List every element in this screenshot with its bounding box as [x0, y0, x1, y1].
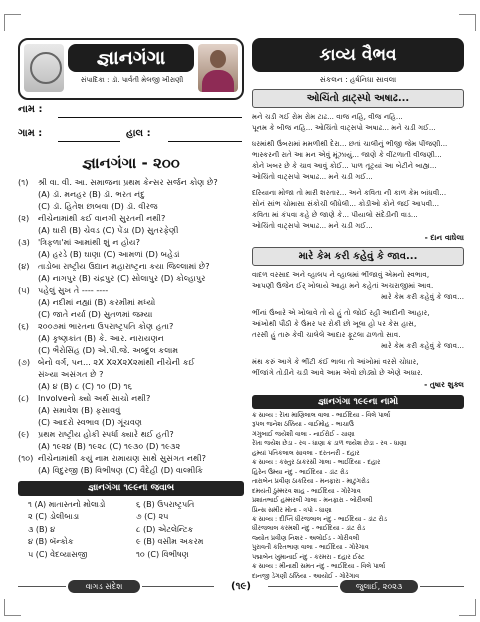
- winner-name: તારાબેન પ્રવીણ ઠાકરિયા - મનફારા - માટુંગરોડ: [252, 477, 370, 486]
- poem1-author: - દાન વાઘેલા: [424, 233, 464, 242]
- quiz-question: [18, 428, 244, 440]
- winner-name: હમ્યાં પતિકલાલ સાવલા - દરતનરી - દહાર: [252, 448, 360, 457]
- kavya-vaibhav-column: [252, 38, 464, 578]
- crop-mark-bottom-right: [459, 599, 476, 616]
- crop-mark-bottom-left: [4, 599, 21, 616]
- magazine-name: વાગડ સંદેશ: [68, 580, 140, 593]
- poem-line: ભીંનાં ઉંબારે એ ખોલાવે તો યે હું તો જોઈ રહી આદીની આહાર,: [252, 308, 430, 317]
- quiz-question: [18, 176, 244, 188]
- question-options: (A) ઘારી (B) ચેવડ (C) પેંડા (D) સુતરફેણી: [38, 225, 179, 235]
- answer-item: ૧૦ (C) વિભીષણ: [136, 549, 189, 559]
- question-options: (A) નદીમાં નહ્યાં (B) કરમીમાં મધ્યો: [38, 297, 156, 307]
- editor-photo: [198, 44, 238, 92]
- winners-list: [252, 411, 464, 581]
- quiz-title: જ્ઞાનગંગા - ૨૦૦: [82, 154, 180, 172]
- poem-line: તરસી હું તારુ કેવી ચાલેલે આદાર ફૂટલા ઢાળતો સાવ.: [252, 330, 401, 339]
- winner-name: રૂપલ જનેશ ઠક્કિયા - વાઈમોહ - ભાચાઉ: [252, 420, 354, 429]
- question-text: 'ત્રિફળા'માં આમાંથી શું ન હોય?: [38, 237, 140, 247]
- poem2-title: મારે કેમ કરી કહેવું કે જાવ...: [252, 247, 464, 266]
- poem-line: મંથ કરું આગે કે ભીંટી કંઈ ભાલા તો આંખોમાં વરસે ચોધાર,: [252, 357, 419, 366]
- answer-item: ૯ (B) વસીમ અકરમ: [136, 537, 204, 547]
- question-number: (૧): [18, 177, 29, 187]
- question-number: (૮): [18, 393, 29, 403]
- question-options: (A) ૧૯૨૪ (B) ૧૯૨૮ (C) ૧૯૩૦ (D) ૧૯૩૨: [38, 441, 181, 451]
- poem-line: મારે કેમ કરી કહેવું કે જાવ...: [381, 292, 464, 301]
- question-text: શ્રી વા. વી. આ. સમાજના પ્રથમ કેન્સર સર્જન કોણ છે?: [38, 177, 218, 187]
- winner-name: પુરાવતી કરિતભાણ વાલા - ભાઈદિયા - ગોરેગાવ: [252, 543, 369, 552]
- question-number: (૯): [18, 429, 30, 439]
- quiz-question: [18, 284, 244, 296]
- question-text: તાડોબા રાષ્ટ્રીય ઉદ્યાન મહારાષ્ટ્રના કયા જિલ્લામાં છે?: [38, 261, 210, 271]
- poem2-author: - તુષાર શુક્લ: [424, 380, 464, 389]
- question-options: (A) વિદુરજી (B) વિભીષણ (C) વૈદેહી (D) વાલ્મીકિ: [38, 465, 203, 475]
- quiz-question: [18, 392, 244, 404]
- answer-item: ૧ (A) માતાસ્તનો મોલાડો: [28, 500, 106, 509]
- village-label: ગામ :: [18, 128, 43, 139]
- crop-mark-top-right: [459, 14, 476, 31]
- winner-name: દમયંતી ઠુમ્મરવ શાહ - ભાઈદિયા - ગોરેગાવ: [252, 486, 361, 495]
- winner-name: ગંગુબાઈ જયેશી વાલા - નાઈરોઈ - ચાણા: [252, 429, 355, 438]
- question-options: (A) હરડે (B) ઘાણા (C) આમળાં (D) બહેડાં: [38, 249, 180, 259]
- question-text: પહેલું સુખ તે ---- ----: [38, 285, 109, 295]
- answers-title: જ્ઞાનગંગા ૧૯૯ના જવાબ: [18, 481, 244, 496]
- poem-line: ભીંજાંગે તોડીને ચડી આવે આમ એવો છોડ્યો છે એણે અધાર.: [252, 368, 423, 377]
- brain-illustration: [24, 44, 64, 92]
- winner-name: હિરેન ઉમ્યા નંદુ - ભાઈદિયા - ડાંટ રોડ: [252, 467, 349, 476]
- question-options: (C) ડૉ. હિતેશ છાબવા (D) ડૉ. વીરજ: [38, 201, 158, 211]
- name-field[interactable]: [18, 104, 244, 124]
- poem2-body: [252, 269, 464, 378]
- poem-line: ઓચિંતો વાટ્સપો અષાઢ... મને ચડી ગઈ...: [252, 221, 373, 230]
- question-number: (૨): [18, 213, 30, 223]
- names-title: જ્ઞાનગંગા ૧૯૯ના નામો: [252, 395, 464, 409]
- quiz-question: [18, 212, 244, 224]
- winner-name: ધીરજલાલ કરમશી નંદુ - ભાઈદિયા - ડાંટ રોડ: [252, 524, 366, 533]
- winner-name: ક્ર સાવ્ય : કસ્તુર ઠાકરસી ગાલા - ભાઈદિયા - દહાર: [252, 458, 381, 467]
- winner-name: ક્ર સાવ્ય : રેખા માણિલાલ વાલા - ભાઈદિયા - વિલે પાર્લા: [252, 411, 391, 419]
- winner-name: પ્રિન્સ સમીર મોતા - ત્રપો - ધાણા: [252, 505, 332, 514]
- poem-line: આપણી ઉજેન ઈર્ ખોલાયે આહા મને કહેતાં અચરાજીમાં આવ.: [252, 281, 434, 290]
- compiler-byline: સંકલન : હર્ષનિધા સાવલા: [319, 75, 397, 84]
- question-options: (C) જાતે નર્યા (D) સુતળમાં જમ્યા: [38, 309, 153, 319]
- quiz-question: [18, 452, 244, 464]
- editor-byline: સંપાદિકા : ડૉ. પાર્વતી મેલજી ખીરાણી: [80, 76, 184, 84]
- answer-item: ૮ (D) એટલેન્ટિક: [136, 524, 194, 534]
- winner-name: ક્ર સાવ્ય : મીનાક્ષી સમત નંદુ - ભાઈદિયા - વિલે પાર્લા: [252, 562, 386, 571]
- winner-name: રેખા જયેશ છેડા - રવ - ધાણા ક્ર ડાળ જયેશ છેડા - રવ - ધાણા: [252, 439, 407, 448]
- village-field[interactable]: [18, 128, 244, 148]
- question-options: (A) નાગપુર (B) ચંદ્રપુર (C) સોલાપુર (D) કોલ્હાપુર: [38, 273, 206, 283]
- poem-line: કવિતા માં કંપવા કહે છે જાણે કે... પીયાલો સંદેડીની વાડ...: [252, 210, 418, 219]
- question-options: (A) કૃષ્ણકાંત (B) કે. આર. નારાયણન: [38, 333, 164, 343]
- winner-name: જ્યોત પ્રવીણ નિશર - અલોઈડ - ગોરીવલી: [252, 533, 360, 542]
- answer-item: ૩ (B) ૪: [28, 524, 56, 534]
- question-text: Involveનો ક્યો અર્થ સાચો નથી?: [38, 393, 151, 403]
- quiz-question: [18, 260, 244, 272]
- question-number: (૫): [18, 285, 30, 295]
- crop-mark-top-left: [4, 14, 21, 31]
- question-number: (૭): [18, 357, 31, 367]
- poem1-body: [252, 111, 464, 231]
- answer-item: ૭ (C) ૨૫: [136, 512, 169, 522]
- question-options: (A) ડૉ. મનહર (B) ડૉ. ભરત નંદુ: [38, 189, 145, 199]
- kavya-vaibhav-title: કાવ્ય વૈભવ: [252, 38, 464, 72]
- poem-line: આંખોથી પૌંઠી કે ઉંમર પર રોકી છો ખૂલા હો પર કેસ હાસ,: [252, 319, 417, 328]
- answers-grid: [18, 499, 244, 561]
- question-number: (૩): [18, 237, 30, 247]
- answer-item: ૪ (B) બૅન્કોક: [28, 537, 74, 547]
- gyanganga-title: જ્ઞાનગંગા: [68, 44, 194, 72]
- gyanganga-column: [18, 38, 244, 578]
- question-number: (૬): [18, 321, 29, 331]
- quiz-questions: [18, 176, 244, 476]
- quiz-question: [18, 356, 244, 368]
- magazine-page: [18, 38, 464, 594]
- winner-name: ક્ર સાવ્ય : દીપ્તિ ધીરજલાલ નંદુ - ભાઈદિયા - ડાંટ રોડ: [252, 514, 387, 523]
- poem-line: કોને ખબર છે કે ચાવ આવું કોઈ... પાળ તૂટ્યાં આ બેટીને બાહ્ય...: [252, 161, 437, 170]
- page-footer: [18, 580, 464, 594]
- poem-line: ઓચિંતો વાટ્સપો અષાઢ... મને ચડી ગઈ...: [252, 172, 373, 181]
- gyanganga-header: [18, 38, 244, 100]
- winner-name: પદ્માબેન ખુમાનાઈ નંદુ - કરમરા - દહાર ઈસ્ટ: [252, 552, 365, 561]
- quiz-question: [18, 320, 244, 332]
- answer-item: ૬ (B) ઉપરાષ્ટ્રપતિ: [136, 500, 195, 509]
- poem-line: મને ચડી ગઈ રોમ રોમ ટાઢ... વાજ નહિ, વીજ નહિ...: [252, 112, 403, 121]
- quiz-question: [18, 236, 244, 248]
- question-text: ૨૦૦૭માં ભારતના ઉપરાષ્ટ્રપતિ કોણ હતા?: [38, 321, 174, 331]
- question-text: નીચેનામાંથી કયું નામ રામાયણ સાથે સુસંગત નથી?: [38, 453, 207, 463]
- poem1-title: ઓચિંતો વ્રાટ્સ્પો અષાઢ...: [252, 89, 464, 108]
- poem-line: મારે કેમ કરી કહેવું કે જાવ...: [381, 341, 464, 350]
- answer-item: ૫ (C) વેદવ્યાસજી: [28, 549, 88, 559]
- poem-line: વાદળ વરસાદ અને વ્હાલપ ને વ્હાલમાં ભીંજાવું એમનો સ્વભાવ,: [252, 270, 430, 279]
- question-number: (૧૦): [18, 453, 34, 463]
- issue-date: જુલાઈ, ૨૦૨૩: [340, 580, 418, 593]
- question-options: (A) ૪ (B) ૮ (C) ૧૦ (D) ૧૬: [38, 381, 133, 391]
- winner-name: પ્રશાંતભાઈ હમ્મરલી ગાલા - મનફારા - બોરીવલી: [252, 496, 373, 505]
- winner-name: દાનજી ડેગણી ઠક્કિયા - આયોઈ - ગોરેગાવ: [252, 571, 360, 580]
- question-text: બેનો વર્ગ, પન... ૨X X૨X૨X૨માંથી નીચેની કઈ: [38, 357, 195, 367]
- name-label: નામ :: [18, 104, 43, 115]
- page-number: (૧૯): [231, 581, 251, 592]
- answer-item: ૨ (C) ડોલીબાડા: [28, 512, 80, 522]
- question-number: (૪): [18, 261, 30, 271]
- poem-line: પૂનમ કે બીજ નહિ... ઓચિંતો વાટ્સપો અષાઢ... મને ચડી ગઈ...: [252, 123, 436, 132]
- poem-line: ધરમાંથી ઉંબરામાં મમળીથી દેરા... છતાં ચાલીનું ભીજી જેમ પીંજણી...: [252, 139, 448, 148]
- hall-label: હાલ :: [126, 128, 151, 139]
- question-options: (A) સમાવેશ (B) ફસાવવું: [38, 405, 121, 415]
- question-text: નીચેનામાંથી કઈ વાનગી સુરતની નથી?: [38, 213, 166, 223]
- poem-line: સોનં સાંભ ચોમાસા સંકોચી લીધેલી... કોડીઓ કોને જઈ આપવી...: [252, 199, 439, 208]
- question-text: પ્રથમ રાષ્ટ્રીય હોકી સ્પર્ધા ક્યારે થઈ હતી?: [38, 429, 174, 439]
- poem-line: દરિયાના મોજા તો મારી શરતાર... અને કવિતા ની કાળ કેમ બાંધવી...: [252, 188, 447, 197]
- question-options: (C) ભૈરોસિંહ (D) એ.પી.જે. અબ્દુલ કલામ: [38, 345, 179, 355]
- question-options: (C) આદરો સ્વભાવ (D) ગૂંચવણ: [38, 417, 143, 427]
- question-options: સંખ્યા અસંગત છે ?: [38, 369, 104, 379]
- poem-line: ભાસ્કરની રાતે આ મન એવું મૂંઝાયું... જાણે કે વીંટળાતી વીજણી...: [252, 150, 442, 159]
